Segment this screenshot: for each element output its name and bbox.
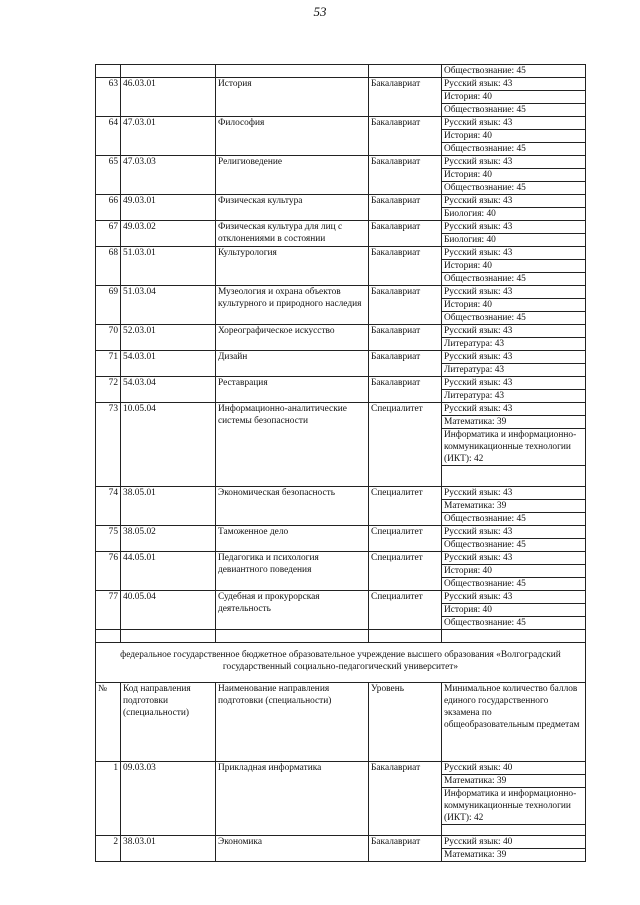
- row-number-cell: 1: [96, 762, 121, 836]
- code-cell: 47.03.01: [121, 117, 216, 156]
- table-row: [96, 552, 586, 591]
- score-line: Русский язык: 43: [444, 404, 513, 414]
- row-number-cell: 69: [96, 286, 121, 325]
- table-row: [96, 247, 586, 286]
- score-list: [442, 78, 585, 116]
- min-scores-cell: [442, 286, 586, 325]
- level-cell: Специалитет: [369, 552, 442, 591]
- empty-cell: [442, 630, 586, 643]
- name-cell: Философия: [216, 117, 369, 156]
- table-row: [96, 351, 586, 377]
- score-line: Литература: 43: [442, 337, 585, 350]
- row-number-cell: 75: [96, 526, 121, 552]
- row-number-cell: 77: [96, 591, 121, 630]
- table-row: [96, 195, 586, 221]
- score-line: Обществознание: 45: [442, 142, 585, 155]
- row-number-cell: 76: [96, 552, 121, 591]
- min-scores-cell: [442, 351, 586, 377]
- code-cell: 44.05.01: [121, 552, 216, 591]
- score-line: История: 40: [442, 298, 585, 311]
- name-cell: Дизайн: [216, 351, 369, 377]
- row-number-cell: 65: [96, 156, 121, 195]
- table-row: [96, 221, 586, 247]
- code-cell: 09.03.03: [121, 762, 216, 836]
- score-line: Литература: 43: [442, 363, 585, 376]
- table-row-continuation: [96, 65, 586, 78]
- level-cell: Бакалавриат: [369, 836, 442, 862]
- header-num: №: [96, 683, 121, 762]
- table-row: [96, 591, 586, 630]
- score-line: Русский язык: 43: [444, 222, 513, 232]
- score-line: Русский язык: 43: [444, 196, 513, 206]
- min-scores-cell: [442, 65, 586, 78]
- page-number: 53: [313, 4, 327, 19]
- name-cell: [216, 65, 369, 78]
- score-list: [442, 487, 585, 525]
- row-number-cell: 66: [96, 195, 121, 221]
- score-list: [442, 403, 585, 486]
- table-row: [96, 377, 586, 403]
- level-cell: [369, 65, 442, 78]
- table-row: [96, 78, 586, 117]
- score-line: Обществознание: 45: [444, 66, 526, 76]
- row-number-cell: 67: [96, 221, 121, 247]
- table-row: [96, 325, 586, 351]
- score-line: Русский язык: 43: [444, 527, 513, 537]
- score-line: Обществознание: 45: [442, 181, 585, 194]
- level-cell: Бакалавриат: [369, 351, 442, 377]
- score-line: История: 40: [442, 259, 585, 272]
- score-list: [442, 526, 585, 551]
- score-line: Русский язык: 43: [444, 157, 513, 167]
- level-cell: Специалитет: [369, 526, 442, 552]
- min-scores-cell: [442, 247, 586, 286]
- min-scores-cell: [442, 403, 586, 487]
- table-row-empty: [96, 630, 586, 643]
- level-cell: Бакалавриат: [369, 286, 442, 325]
- empty-cell: [121, 630, 216, 643]
- level-cell: Бакалавриат: [369, 325, 442, 351]
- score-line: Обществознание: 45: [442, 272, 585, 285]
- table-row: [96, 762, 586, 836]
- name-cell: Экономическая безопасность: [216, 487, 369, 526]
- score-list: [442, 762, 585, 835]
- score-line: Обществознание: 45: [442, 311, 585, 324]
- min-scores-cell: [442, 117, 586, 156]
- score-line: Биология: 40: [442, 207, 585, 220]
- score-line: Математика: 39: [442, 848, 585, 861]
- score-line: Русский язык: 43: [444, 378, 513, 388]
- name-cell: Реставрация: [216, 377, 369, 403]
- row-number-cell: 72: [96, 377, 121, 403]
- code-cell: [121, 65, 216, 78]
- table-row: [96, 286, 586, 325]
- row-number-cell: 2: [96, 836, 121, 862]
- name-cell: Судебная и прокурорская деятельность: [216, 591, 369, 630]
- score-line: Русский язык: 43: [444, 592, 513, 602]
- row-number-cell: 63: [96, 78, 121, 117]
- code-cell: 38.03.01: [121, 836, 216, 862]
- level-cell: Бакалавриат: [369, 762, 442, 836]
- min-scores-cell: [442, 195, 586, 221]
- min-scores-cell: [442, 526, 586, 552]
- header-level: Уровень: [369, 683, 442, 762]
- score-line: Информатика и информационно-коммуникационные технологии (ИКТ): 42: [442, 428, 585, 465]
- score-line: Русский язык: 43: [444, 326, 513, 336]
- code-cell: 10.05.04: [121, 403, 216, 487]
- score-line: Русский язык: 43: [444, 287, 513, 297]
- table-row: [96, 836, 586, 862]
- name-cell: Физическая культура для лиц с отклонениями в состоянии: [216, 221, 369, 247]
- score-line: История: 40: [442, 129, 585, 142]
- min-scores-cell: [442, 325, 586, 351]
- institution-heading: федеральное государственное бюджетное образовательное учреждение высшего образования «Волгоградский государственный социально-педагогический университет»: [96, 643, 586, 683]
- code-cell: 51.03.01: [121, 247, 216, 286]
- score-line: Русский язык: 43: [444, 79, 513, 89]
- name-cell: История: [216, 78, 369, 117]
- code-cell: 49.03.02: [121, 221, 216, 247]
- name-cell: Религиоведение: [216, 156, 369, 195]
- name-cell: Информационно-аналитические системы безопасности: [216, 403, 369, 487]
- score-line: Обществознание: 45: [442, 103, 585, 116]
- code-cell: 54.03.04: [121, 377, 216, 403]
- score-line: История: 40: [442, 564, 585, 577]
- score-list: [442, 377, 585, 402]
- min-scores-cell: [442, 156, 586, 195]
- row-number-cell: 70: [96, 325, 121, 351]
- row-number-cell: 64: [96, 117, 121, 156]
- score-list: [442, 325, 585, 350]
- institution-heading-row: [96, 643, 586, 683]
- score-list: [442, 195, 585, 220]
- level-cell: Специалитет: [369, 591, 442, 630]
- level-cell: Бакалавриат: [369, 377, 442, 403]
- min-scores-cell: [442, 78, 586, 117]
- score-line: Русский язык: 43: [444, 352, 513, 362]
- score-line: Математика: 39: [442, 415, 585, 428]
- empty-cell: [216, 630, 369, 643]
- score-line: Обществознание: 45: [442, 577, 585, 590]
- code-cell: 38.05.01: [121, 487, 216, 526]
- name-cell: Экономика: [216, 836, 369, 862]
- row-number-cell: [96, 65, 121, 78]
- code-cell: 51.03.04: [121, 286, 216, 325]
- score-list: [442, 286, 585, 324]
- min-scores-cell: [442, 487, 586, 526]
- level-cell: Специалитет: [369, 487, 442, 526]
- code-cell: 54.03.01: [121, 351, 216, 377]
- score-list: [442, 351, 585, 376]
- name-cell: Прикладная информатика: [216, 762, 369, 836]
- min-scores-cell: [442, 591, 586, 630]
- level-cell: Бакалавриат: [369, 247, 442, 286]
- score-list: [442, 65, 585, 77]
- score-list: [442, 221, 585, 246]
- table-row: [96, 526, 586, 552]
- score-line: Литература: 43: [442, 389, 585, 402]
- code-cell: 38.05.02: [121, 526, 216, 552]
- score-line: Русский язык: 43: [444, 248, 513, 258]
- score-line: Русский язык: 43: [444, 553, 513, 563]
- score-list: [442, 836, 585, 861]
- score-line: Русский язык: 40: [444, 763, 513, 773]
- score-line: [442, 465, 585, 486]
- table-row: [96, 156, 586, 195]
- level-cell: Бакалавриат: [369, 78, 442, 117]
- level-cell: Специалитет: [369, 403, 442, 487]
- score-list: [442, 591, 585, 629]
- min-scores-cell: [442, 762, 586, 836]
- score-line: Обществознание: 45: [442, 512, 585, 525]
- name-cell: Музеология и охрана объектов культурного и природного наследия: [216, 286, 369, 325]
- row-number-cell: 73: [96, 403, 121, 487]
- header-name: Наименование направления подготовки (специальности): [216, 683, 369, 762]
- score-list: [442, 552, 585, 590]
- min-scores-cell: [442, 552, 586, 591]
- code-cell: 40.05.04: [121, 591, 216, 630]
- level-cell: Бакалавриат: [369, 117, 442, 156]
- header-code: Код направления подготовки (специальности): [121, 683, 216, 762]
- table-row: [96, 403, 586, 487]
- name-cell: Педагогика и психология девиантного поведения: [216, 552, 369, 591]
- min-scores-cell: [442, 377, 586, 403]
- code-cell: 47.03.03: [121, 156, 216, 195]
- score-list: [442, 117, 585, 155]
- level-cell: Бакалавриат: [369, 221, 442, 247]
- score-line: Обществознание: 45: [442, 538, 585, 551]
- score-line: Биология: 40: [442, 233, 585, 246]
- min-scores-cell: [442, 836, 586, 862]
- score-line: Русский язык: 40: [444, 837, 513, 847]
- header-scores: Минимальное количество баллов единого государственного экзамена по общеобразовательным предметам: [442, 683, 586, 762]
- level-cell: Бакалавриат: [369, 156, 442, 195]
- name-cell: Таможенное дело: [216, 526, 369, 552]
- row-number-cell: 71: [96, 351, 121, 377]
- name-cell: Хореографическое искусство: [216, 325, 369, 351]
- code-cell: 49.03.01: [121, 195, 216, 221]
- score-line: Русский язык: 43: [444, 118, 513, 128]
- score-list: [442, 247, 585, 285]
- score-line-blank: [442, 824, 585, 835]
- empty-cell: [369, 630, 442, 643]
- table-row: [96, 487, 586, 526]
- code-cell: 52.03.01: [121, 325, 216, 351]
- score-line: Информатика и информационно-коммуникационные технологии (ИКТ): 42: [442, 787, 585, 824]
- name-cell: Физическая культура: [216, 195, 369, 221]
- score-line: Математика: 39: [442, 499, 585, 512]
- score-list: [442, 156, 585, 194]
- score-line: История: 40: [442, 603, 585, 616]
- score-line: Обществознание: 45: [442, 616, 585, 629]
- score-line: История: 40: [442, 168, 585, 181]
- code-cell: 46.03.01: [121, 78, 216, 117]
- empty-cell: [96, 630, 121, 643]
- row-number-cell: 74: [96, 487, 121, 526]
- min-scores-cell: [442, 221, 586, 247]
- score-line: Русский язык: 43: [444, 488, 513, 498]
- admission-table: [95, 64, 586, 862]
- level-cell: Бакалавриат: [369, 195, 442, 221]
- table-row: [96, 117, 586, 156]
- row-number-cell: 68: [96, 247, 121, 286]
- score-line: Математика: 39: [442, 774, 585, 787]
- name-cell: Культурология: [216, 247, 369, 286]
- score-line: История: 40: [442, 90, 585, 103]
- table-header-row: [96, 683, 586, 762]
